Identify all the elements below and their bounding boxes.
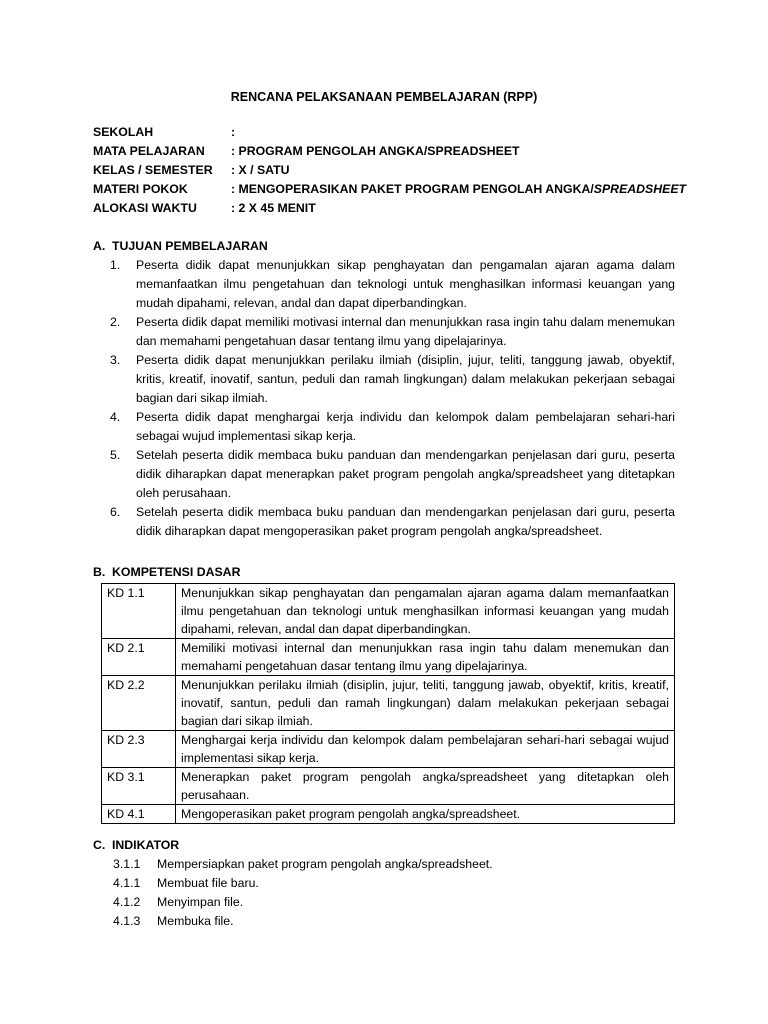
identity-value [231,180,686,199]
section-title: INDIKATOR [112,838,180,852]
kd-description: Menunjukkan sikap penghayatan dan pengamalan ajaran agama dalam memanfaatkan ilmu pengetahuan dan teknologi untuk menghasilkan informasi keuangan yang mudah dipahami, relevan, andal dan dapat diperbandingkan. [176,584,675,639]
kd-description: Mengoperasikan paket program pengolah angka/spreadsheet. [176,805,675,824]
kd-description: Memiliki motivasi internal dan menunjukkan rasa ingin tahu dalam menemukan dan memahami pengetahuan dasar tentang ilmu yang dipelajarinya. [176,639,675,676]
indicator-text: Menyimpan file. [157,895,244,909]
competency-table [101,583,675,824]
identity-label: MATA PELAJARAN [93,144,205,158]
identity-value: : PROGRAM PENGOLAH ANGKA/SPREADSHEET [231,144,520,158]
identity-value-text: : MENGOPERASIKAN PAKET PROGRAM PENGOLAH ANGKA/ [231,182,594,196]
indicator-number: 4.1.2 [113,895,141,909]
identity-value: : 2 X 45 MENIT [231,201,316,215]
list-text: Peserta didik dapat memiliki motivasi internal dan menunjukkan rasa ingin tahu dalam menemukan dan memahami pengetahuan dasar tentang ilmu yang dipelajarinya. [136,315,675,348]
list-item [110,313,675,351]
list-text: Setelah peserta didik membaca buku panduan dan mendengarkan penjelasan dari guru, peserta didik diharapkan dapat mengoperasikan paket program pengolah angka/spreadsheet. [136,505,675,538]
section-heading-c [93,836,179,855]
indicator-number: 4.1.1 [113,876,141,890]
identity-label: KELAS / SEMESTER [93,163,213,177]
section-heading-a [93,237,268,256]
section-letter: A. [93,239,106,253]
indicator-text: Membuka file. [157,914,234,928]
list-item [113,855,493,874]
list-number: 2. [110,315,121,329]
indicator-text: Membuat file baru. [157,876,259,890]
list-item [110,446,675,503]
kd-description: Menerapkan paket program pengolah angka/spreadsheet yang ditetapkan oleh perusahaan. [176,768,675,805]
table-row [102,805,675,824]
kd-description: Menghargai kerja individu dan kelompok dalam pembelajaran sehari-hari sebagai wujud implementasi sikap kerja. [176,731,675,768]
identity-value: : [231,125,236,139]
identity-row [93,199,686,218]
section-heading-b [93,563,240,582]
list-item [110,351,675,408]
list-item [110,503,675,541]
list-text: Peserta didik dapat menghargai kerja individu dan kelompok dalam pembelajaran sehari-hari sebagai wujud implementasi sikap kerja. [136,410,675,443]
identity-value: : X / SATU [231,163,290,177]
identity-value-italic: SPREADSHEET [593,182,687,196]
list-text: Peserta didik dapat menunjukkan perilaku ilmiah (disiplin, jujur, teliti, tanggung jawab, obyektif, kritis, kreatif, inovatif, santun, peduli dan ramah lingkungan) dalam melakukan pekerjaan sebagai bagian dari sikap ilmiah. [136,353,675,405]
table-row [102,731,675,768]
list-item [113,874,493,893]
identity-table [93,123,686,218]
indicator-list [113,855,493,931]
kd-code: KD 4.1 [102,805,176,824]
list-text: Peserta didik dapat menunjukkan sikap penghayatan dan pengamalan ajaran agama dalam memanfaatkan ilmu pengetahuan dan teknologi untuk menghasilkan informasi keuangan yang mudah dipahami, relevan, andal dan dapat diperbandingkan. [136,258,675,310]
kd-code: KD 3.1 [102,768,176,805]
list-text: Setelah peserta didik membaca buku panduan dan mendengarkan penjelasan dari guru, peserta didik diharapkan dapat menerapkan paket program pengolah angka/spreadsheet yang ditetapkan oleh perusahaan. [136,448,675,500]
identity-row [93,123,686,142]
identity-label: ALOKASI WAKTU [93,201,197,215]
identity-row [93,142,686,161]
section-letter: B. [93,565,106,579]
kd-code: KD 2.3 [102,731,176,768]
objectives-list [110,256,675,541]
list-item [110,408,675,446]
list-number: 3. [110,353,121,367]
section-title: KOMPETENSI DASAR [112,565,241,579]
identity-row [93,180,686,199]
kd-code: KD 2.1 [102,639,176,676]
kd-code: KD 1.1 [102,584,176,639]
list-item [113,912,493,931]
table-row [102,584,675,639]
table-row [102,768,675,805]
indicator-number: 3.1.1 [113,857,141,871]
table-row [102,676,675,731]
kd-code: KD 2.2 [102,676,176,731]
list-item [110,256,675,313]
list-number: 1. [110,258,121,272]
identity-label: MATERI POKOK [93,182,188,196]
identity-row [93,161,686,180]
kd-description: Menunjukkan perilaku ilmiah (disiplin, jujur, teliti, tanggung jawab, obyektif, kritis, kreatif, inovatif, santun, peduli dan ramah lingkungan) dalam melakukan pekerjaan sebagai bagian dari sikap ilmiah. [176,676,675,731]
list-number: 5. [110,448,121,462]
indicator-number: 4.1.3 [113,914,141,928]
list-number: 4. [110,410,121,424]
section-title: TUJUAN PEMBELAJARAN [112,239,268,253]
identity-label: SEKOLAH [93,125,154,139]
indicator-text: Mempersiapkan paket program pengolah angka/spreadsheet. [157,857,493,871]
document-title: RENCANA PELAKSANAAN PEMBELAJARAN (RPP) [230,90,538,104]
section-letter: C. [93,838,106,852]
list-item [113,893,493,912]
table-row [102,639,675,676]
list-number: 6. [110,505,121,519]
